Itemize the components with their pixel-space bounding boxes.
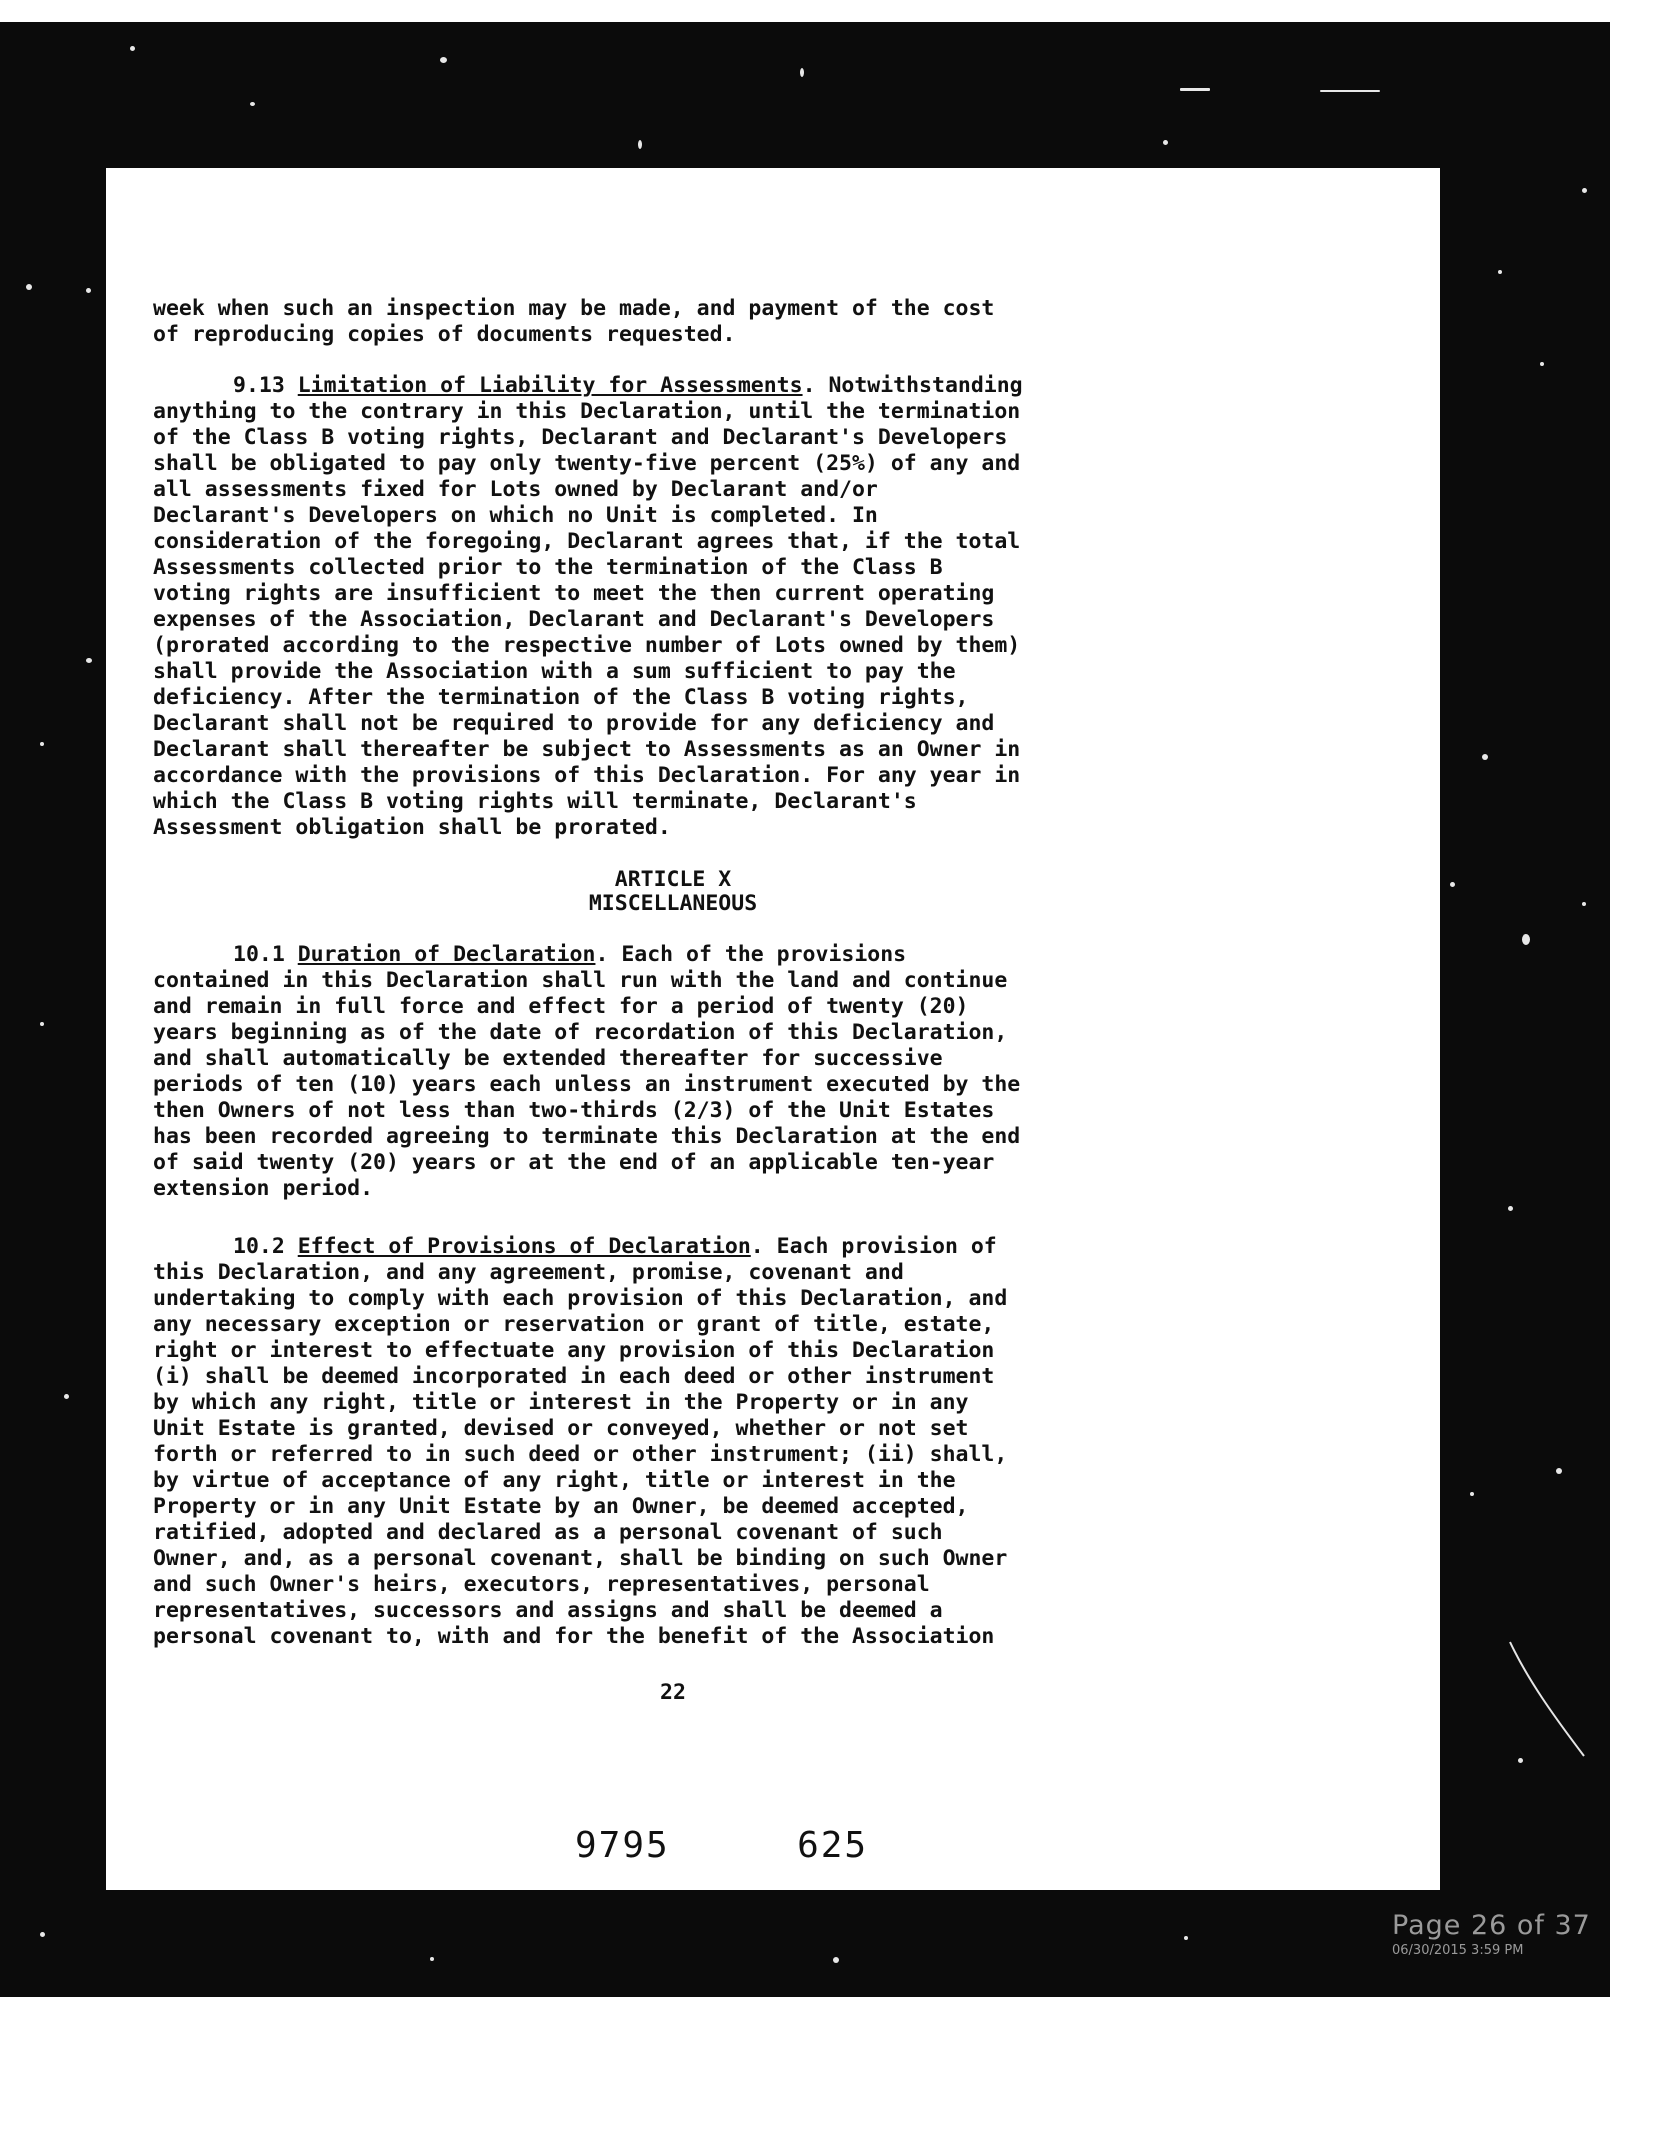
text-line: ratified, adopted and declared as a personal covenant of such: [153, 1520, 943, 1545]
timestamp: 06/30/2015 3:59 PM: [1392, 1943, 1524, 1958]
section-number: 10.1: [233, 942, 285, 967]
text-line: this Declaration, and any agreement, promise, covenant and: [153, 1260, 904, 1285]
text-line: forth or referred to in such deed or other instrument; (ii) shall,: [153, 1442, 1008, 1467]
book-page-number: 625: [797, 1825, 869, 1866]
dust-speck: [638, 140, 642, 149]
text-line: Declarant shall thereafter be subject to Assessments as an Owner in: [153, 737, 1021, 762]
dust-speck: [1163, 140, 1168, 145]
text-line: personal covenant to, with and for the benefit of the Association: [153, 1624, 995, 1649]
recording-numbers: [575, 1825, 868, 1866]
text-line: deficiency. After the termination of the Class B voting rights,: [153, 685, 969, 710]
dust-speck: [40, 742, 44, 746]
dust-speck: [130, 46, 135, 51]
scratch-mark: [1508, 1640, 1588, 1760]
text-line: all assessments fixed for Lots owned by Declarant and/or: [153, 477, 878, 502]
text-line: . Each provision of: [750, 1234, 997, 1259]
dust-speck: [1556, 1468, 1562, 1474]
text-line: Unit Estate is granted, devised or conveyed, whether or not set: [153, 1416, 969, 1441]
dust-speck: [1180, 88, 1210, 91]
dust-speck: [1184, 1936, 1188, 1940]
page-stamp: [1392, 1910, 1591, 1958]
dust-speck: [1482, 754, 1488, 760]
dust-speck: [86, 288, 91, 293]
continuation-paragraph: [153, 296, 1193, 348]
dust-speck: [1522, 934, 1530, 945]
article-heading: [153, 868, 1193, 916]
dust-speck: [800, 68, 804, 77]
dust-speck: [250, 102, 255, 106]
text-line: periods of ten (10) years each unless an instrument executed by the: [153, 1072, 1021, 1097]
section-number: 10.2: [233, 1234, 285, 1259]
dust-speck: [1470, 1492, 1474, 1496]
text-line: of said twenty (20) years or at the end of an applicable ten-year: [153, 1150, 995, 1175]
section-10-1: [153, 942, 1193, 1202]
section-title: Duration of Declaration: [297, 942, 596, 967]
book-number: 9795: [575, 1825, 670, 1866]
text-line: of reproducing copies of documents requested.: [153, 322, 736, 347]
text-line: Declarant's Developers on which no Unit is completed. In: [153, 503, 878, 528]
dust-speck: [40, 1022, 44, 1026]
text-line: undertaking to comply with each provision of this Declaration, and: [153, 1286, 1008, 1311]
text-line: has been recorded agreeing to terminate this Declaration at the end: [153, 1124, 1021, 1149]
text-line: extension period.: [153, 1176, 374, 1201]
dust-speck: [64, 1394, 69, 1399]
text-line: voting rights are insufficient to meet the then current operating: [153, 581, 995, 606]
text-line: week when such an inspection may be made, and payment of the cost: [153, 296, 995, 321]
text-line: Owner, and, as a personal covenant, shall be binding on such Owner: [153, 1546, 1008, 1571]
text-line: which the Class B voting rights will terminate, Declarant's: [153, 789, 917, 814]
section-number: 9.13: [233, 373, 285, 398]
text-line: any necessary exception or reservation or grant of title, estate,: [153, 1312, 995, 1337]
text-line: Property or in any Unit Estate by an Owner, be deemed accepted,: [153, 1494, 969, 1519]
dust-speck: [1498, 270, 1502, 274]
dust-speck: [1540, 362, 1544, 366]
text-line: shall provide the Association with a sum sufficient to pay the: [153, 659, 956, 684]
dust-speck: [1582, 902, 1586, 906]
text-line: consideration of the foregoing, Declarant agrees that, if the total: [153, 529, 1021, 554]
dust-speck: [86, 658, 92, 663]
text-line: anything to the contrary in this Declaration, until the termination: [153, 399, 1021, 424]
dust-speck: [26, 284, 32, 290]
text-line: by virtue of acceptance of any right, title or interest in the: [153, 1468, 956, 1493]
text-line: . Each of the provisions: [595, 942, 907, 967]
text-line: shall be obligated to pay only twenty-five percent (25%) of any and: [153, 451, 1021, 476]
text-line: then Owners of not less than two-thirds (2/3) of the Unit Estates: [153, 1098, 995, 1123]
dust-speck: [833, 1957, 839, 1963]
text-line: and shall automatically be extended thereafter for successive: [153, 1046, 943, 1071]
dust-speck: [430, 1957, 434, 1961]
section-title: Effect of Provisions of Declaration: [297, 1234, 751, 1259]
dust-speck: [40, 1932, 45, 1937]
dust-speck: [1508, 1206, 1513, 1211]
text-line: right or interest to effectuate any provision of this Declaration: [153, 1338, 995, 1363]
dust-speck: [1582, 188, 1587, 193]
page-number: 22: [660, 1680, 686, 1705]
text-line: Declarant shall not be required to provide for any deficiency and: [153, 711, 995, 736]
dust-speck: [1320, 90, 1380, 92]
section-title: Limitation of Liability for Assessments: [297, 373, 803, 398]
section-10-2: [153, 1234, 1193, 1650]
text-line: and remain in full force and effect for a period of twenty (20): [153, 994, 969, 1019]
text-line: and such Owner's heirs, executors, representatives, personal: [153, 1572, 930, 1597]
text-line: (prorated according to the respective number of Lots owned by them): [153, 633, 1021, 658]
text-line: . Notwithstanding: [802, 373, 1023, 398]
dust-speck: [440, 57, 447, 63]
text-line: representatives, successors and assigns and shall be deemed a: [153, 1598, 943, 1623]
text-line: Assessment obligation shall be prorated.: [153, 815, 671, 840]
dust-speck: [1450, 882, 1455, 887]
text-line: expenses of the Association, Declarant and Declarant's Developers: [153, 607, 995, 632]
text-line: contained in this Declaration shall run with the land and continue: [153, 968, 1008, 993]
page-count-label: Page 26 of 37: [1392, 1910, 1591, 1941]
text-line: by which any right, title or interest in the Property or in any: [153, 1390, 969, 1415]
text-line: (i) shall be deemed incorporated in each deed or other instrument: [153, 1364, 995, 1389]
article-number: ARTICLE X: [614, 867, 732, 892]
text-line: of the Class B voting rights, Declarant and Declarant's Developers: [153, 425, 1008, 450]
text-line: Assessments collected prior to the termination of the Class B: [153, 555, 943, 580]
text-line: years beginning as of the date of recordation of this Declaration,: [153, 1020, 1008, 1045]
article-title: MISCELLANEOUS: [588, 891, 758, 916]
text-line: accordance with the provisions of this Declaration. For any year in: [153, 763, 1021, 788]
section-9-13: [153, 373, 1193, 841]
